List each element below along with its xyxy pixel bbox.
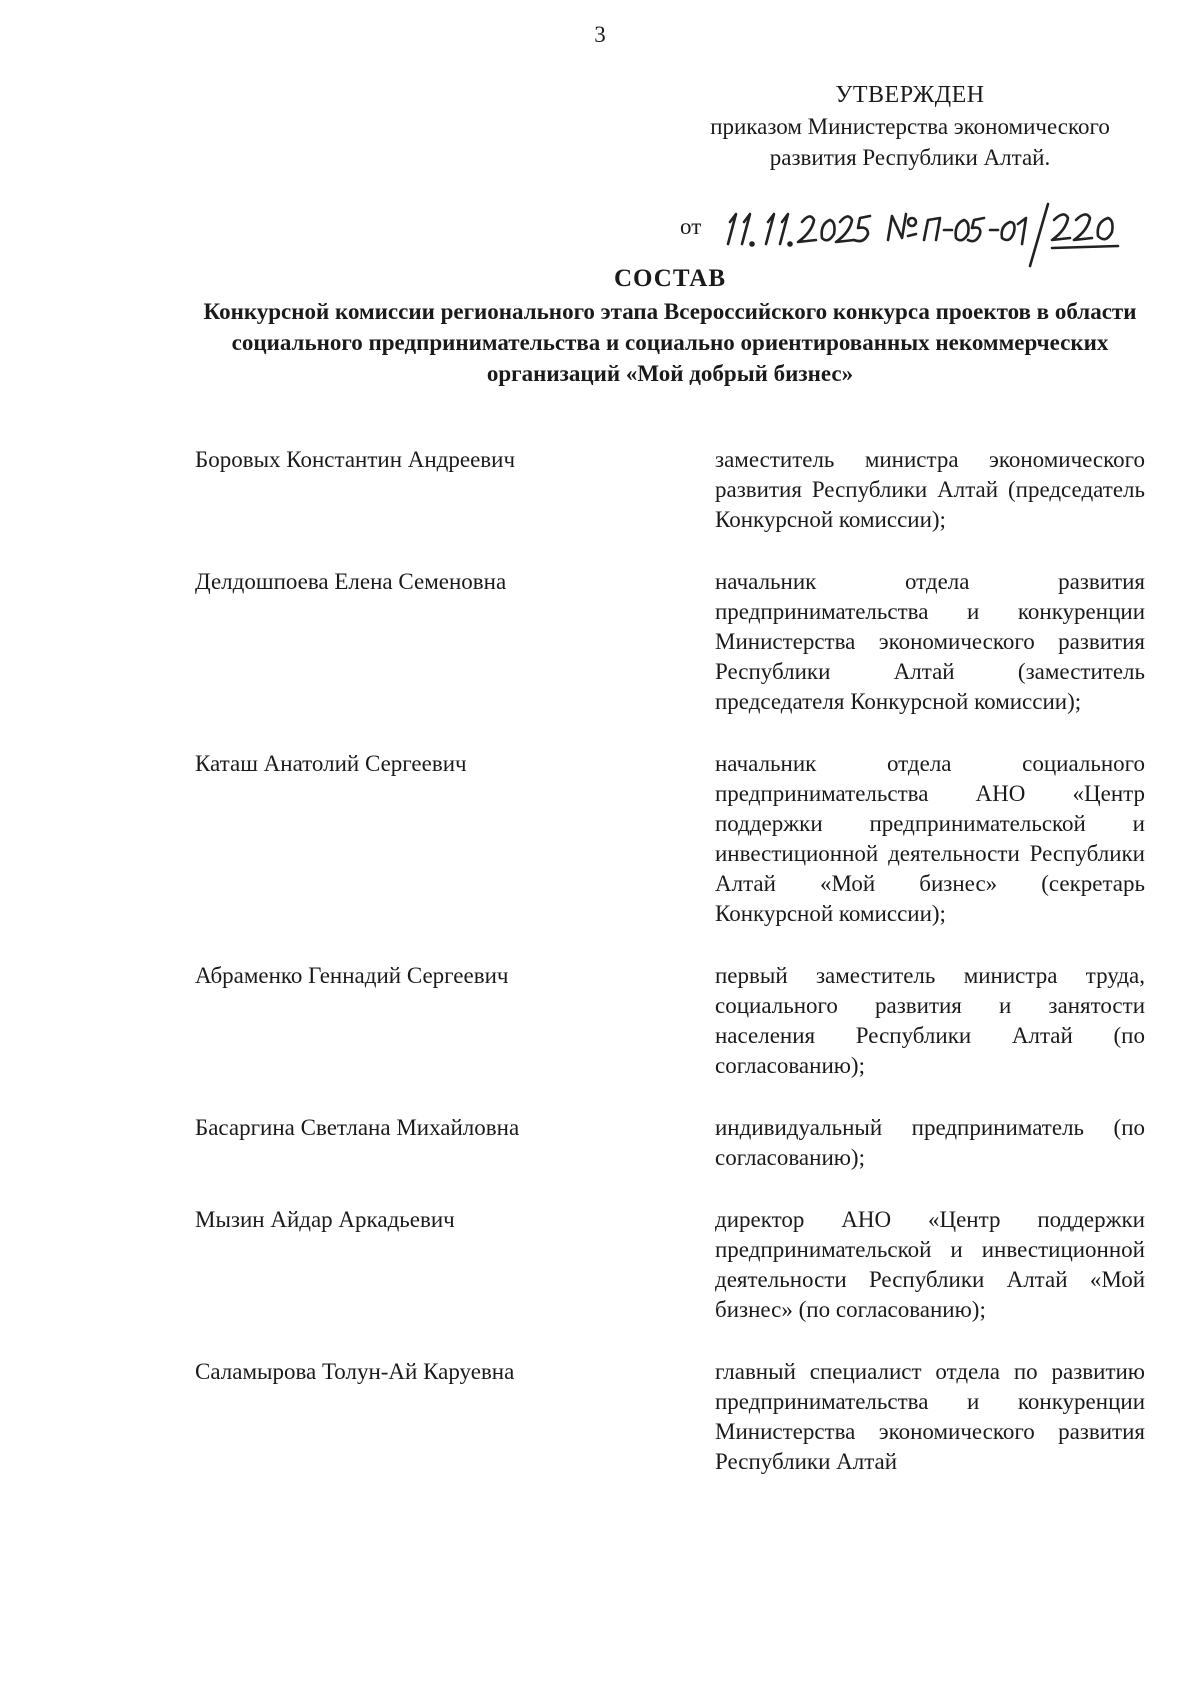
member-row: [195, 749, 1145, 929]
member-row: [195, 1357, 1145, 1477]
approval-line-1: приказом Министерства экономического: [710, 114, 1110, 139]
member-role: директор АНО «Центр поддержки предпринимательской и инвестиционной деятельности Республики Алтай «Мой бизнес» (по согласованию);: [715, 1207, 1145, 1322]
approved-label: УТВЕРЖДЕН: [835, 82, 985, 108]
member-name: Абраменко Геннадий Сергеевич: [195, 963, 509, 988]
member-row: [195, 445, 1145, 535]
member-role: индивидуальный предприниматель (по согласованию);: [715, 1115, 1145, 1170]
order-date-number: [680, 200, 1160, 270]
member-row: [195, 961, 1145, 1081]
member-role: начальник отдела развития предпринимательства и конкуренции Министерства экономического развития Республики Алтай (заместитель председателя Конкурсной комиссии);: [715, 569, 1145, 714]
member-name: Мызин Айдар Аркадьевич: [195, 1207, 455, 1232]
document-title-block: [170, 262, 1170, 389]
approval-line-2: развития Республики Алтай.: [769, 145, 1051, 170]
document-title: СОСТАВ: [613, 265, 727, 292]
member-role: начальник отдела социального предпринимательства АНО «Центр поддержки предпринимательской и инвестиционной деятельности Республики Алтай «Мой бизнес» (секретарь Конкурсной комиссии);: [715, 751, 1145, 926]
member-role: первый заместитель министра труда, социального развития и занятости населения Республики Алтай (по согласованию);: [715, 963, 1145, 1078]
member-role: главный специалист отдела по развитию предпринимательства и конкуренции Министерства экономического развития Республики Алтай: [715, 1359, 1145, 1474]
commission-members-list: [195, 445, 1145, 1477]
member-name: Каташ Анатолий Сергеевич: [195, 751, 467, 776]
member-role: заместитель министра экономического развития Республики Алтай (председатель Конкурсной комиссии);: [715, 447, 1145, 532]
document-subtitle: Конкурсной комиссии регионального этапа Всероссийского конкурса проектов в области социального предпринимательства и социально ориентированных некоммерческих организаций «Мой добрый бизнес»: [203, 299, 1137, 386]
member-row: [195, 1205, 1145, 1325]
member-row: [195, 567, 1145, 717]
member-name: Боровых Константин Андреевич: [195, 447, 516, 472]
member-name: Делдошпоева Елена Семеновна: [195, 569, 507, 594]
order-prefix: от: [680, 214, 702, 239]
member-name: Саламырова Толун-Ай Каруевна: [195, 1359, 515, 1384]
handwritten-date-number: [718, 200, 1148, 270]
approval-stamp-block: [660, 80, 1160, 173]
member-row: [195, 1113, 1145, 1173]
member-name: Басаргина Светлана Михайловна: [195, 1115, 520, 1140]
page-number: 3: [594, 22, 606, 47]
